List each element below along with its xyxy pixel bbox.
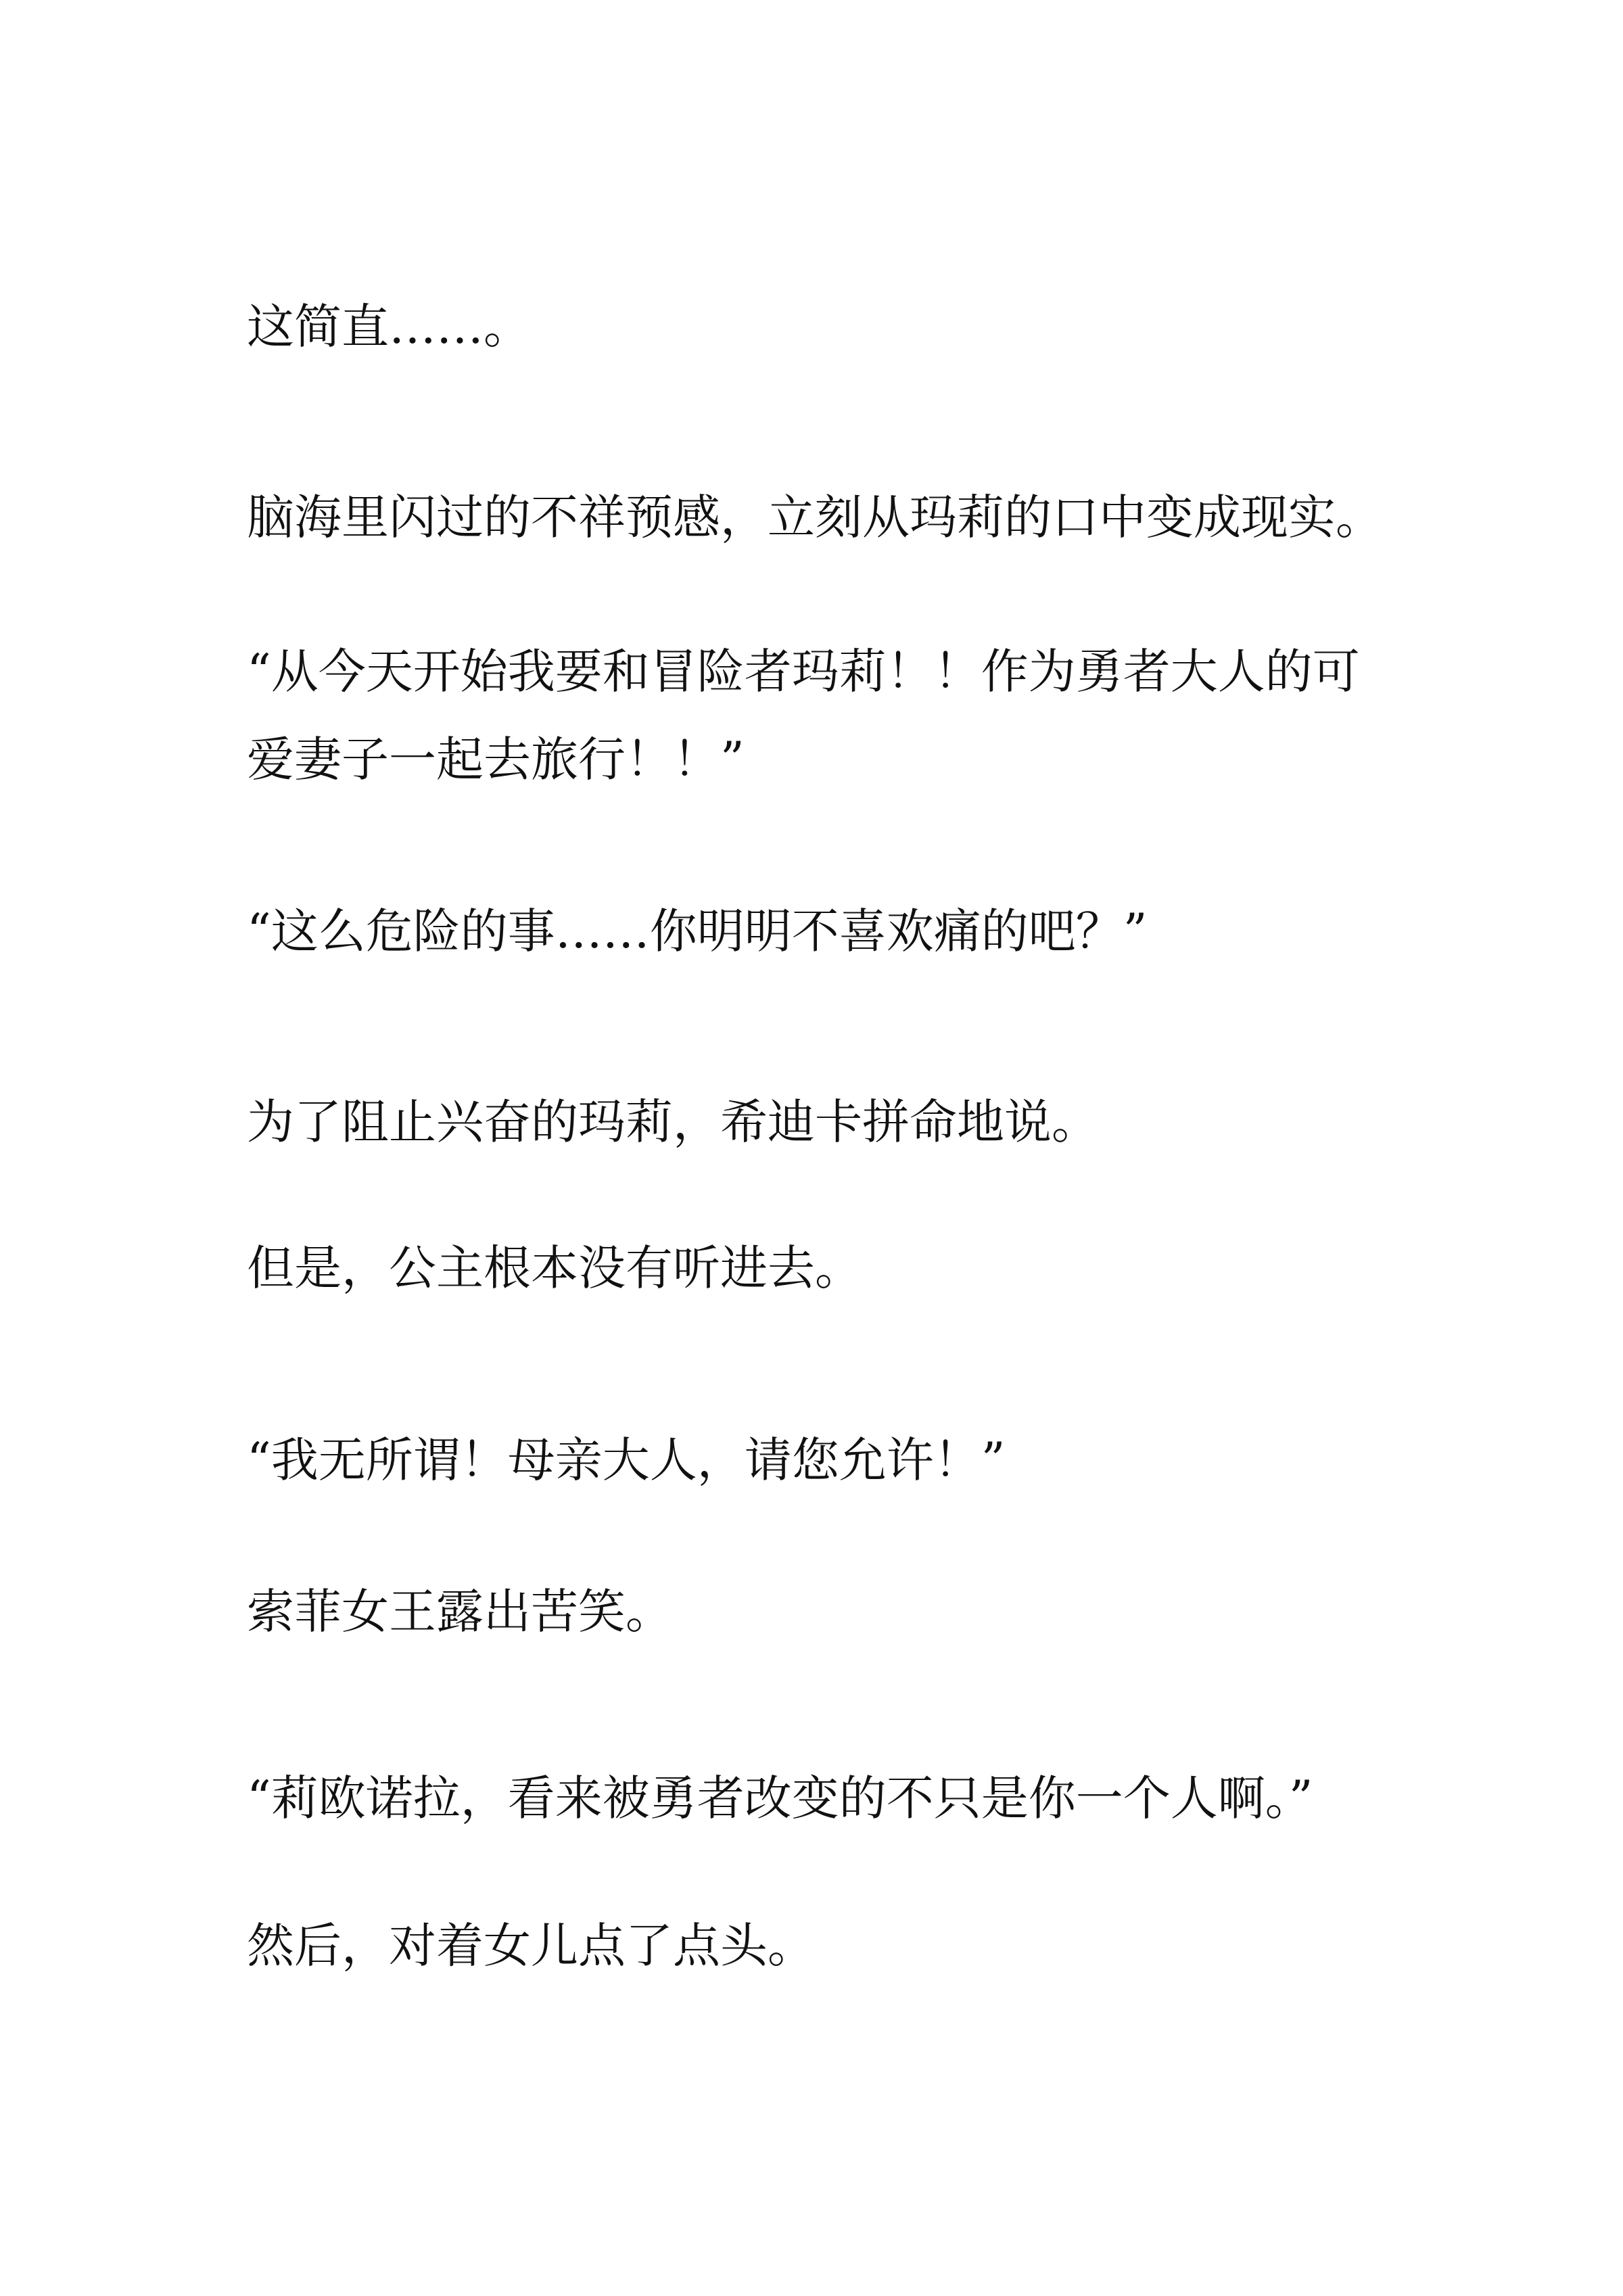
paragraph: 脑海里闪过的不祥预感，立刻从玛莉的口中变成现实。	[247, 490, 1383, 545]
paragraph: 然后，对着女儿点了点头。	[247, 1918, 815, 1973]
paragraph: 索菲女王露出苦笑。	[247, 1584, 673, 1639]
paragraph: “莉欧诺拉，看来被勇者改变的不只是你一个人啊。”	[247, 1771, 1313, 1826]
paragraph: 这简直……。	[247, 299, 531, 354]
paragraph: “我无所谓！母亲大人，请您允许！”	[247, 1432, 1006, 1488]
paragraph: 为了阻止兴奋的玛莉，希迪卡拼命地说。	[247, 1094, 1099, 1150]
paragraph: 但是，公主根本没有听进去。	[247, 1240, 862, 1296]
paragraph: “这么危险的事……你明明不喜欢痛的吧？”	[247, 904, 1148, 959]
paragraph: “从今天开始我要和冒险者玛莉！！作为勇者大人的可爱妻子一起去旅行！！”	[247, 644, 1360, 787]
